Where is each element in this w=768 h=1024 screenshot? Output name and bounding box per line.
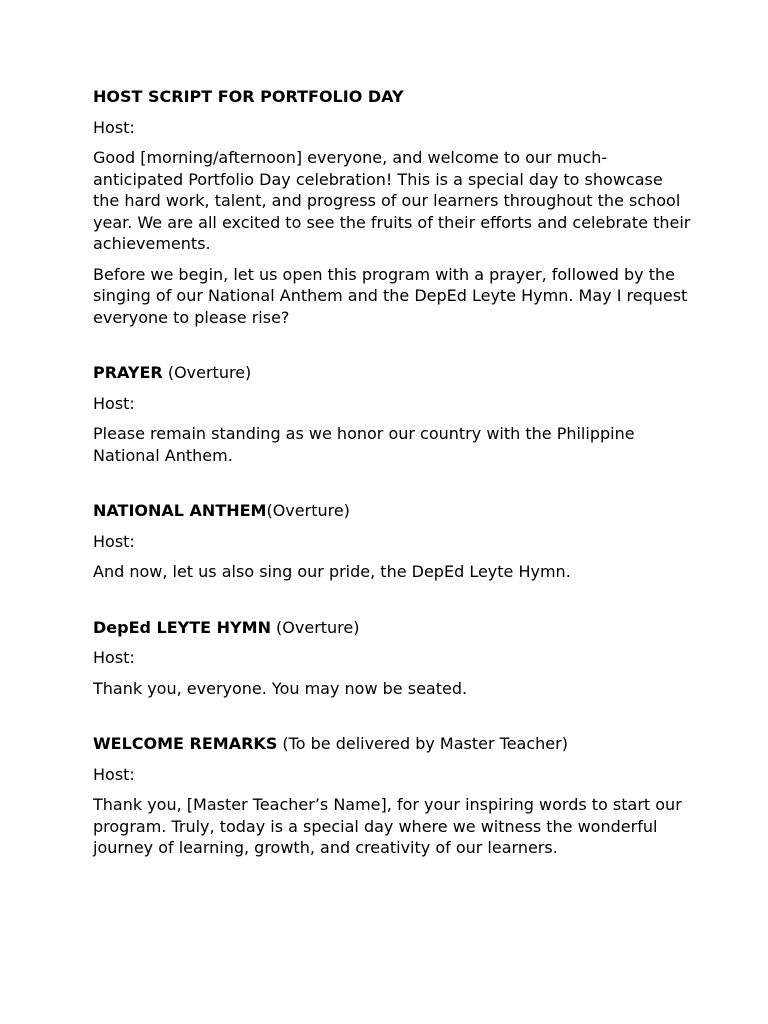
document-page: [93, 86, 693, 868]
section-title: DepEd LEYTE HYMN: [93, 617, 271, 637]
section-text: Please remain standing as we honor our country with the Philippine National Anthem.: [93, 424, 635, 465]
section-text: Thank you, [Master Teacher’s Name], for your inspiring words to start our program. Truly, today is a special day where we witness the wonderful journey of learning, growth, and creativity of our learners.: [93, 795, 682, 857]
section-text: And now, let us also sing our pride, the DepEd Leyte Hymn.: [93, 562, 571, 581]
section-speaker-label: Host:: [93, 764, 135, 784]
section-note: (Overture): [270, 617, 360, 637]
section-note: (To be delivered by Master Teacher): [277, 734, 568, 753]
intro-speaker-label: Host:: [93, 117, 135, 137]
section-heading-prayer: [93, 362, 693, 384]
section-note: (Overture): [266, 501, 350, 520]
section-title: WELCOME REMARKS: [93, 734, 278, 753]
section-title: NATIONAL ANTHEM: [93, 501, 267, 520]
intro-paragraph-opening: Before we begin, let us open this program with a prayer, followed by the singing of our National Anthem and the DepEd Leyte Hymn. May I request everyone to please rise?: [93, 264, 688, 327]
document-title: HOST SCRIPT FOR PORTFOLIO DAY: [93, 87, 404, 106]
intro-paragraph-welcome: Good [morning/afternoon] everyone, and welcome to our much-anticipated Portfolio Day celebration! This is a special day to showcase the hard work, talent, and progress of our learners throughout the school year. We are all excited to see the fruits of their efforts and celebrate their achievements.: [93, 148, 691, 253]
section-note: (Overture): [162, 363, 252, 382]
section-title: PRAYER: [93, 363, 163, 382]
section-speaker-label: Host:: [93, 531, 135, 551]
section-text: Thank you, everyone. You may now be seated.: [93, 678, 468, 698]
section-speaker-label: Host:: [93, 648, 135, 667]
section-heading-welcome-remarks: [93, 733, 693, 755]
section-speaker-label: Host:: [93, 393, 135, 413]
section-heading-national-anthem: [93, 500, 693, 522]
section-heading-hymn: [93, 617, 693, 639]
